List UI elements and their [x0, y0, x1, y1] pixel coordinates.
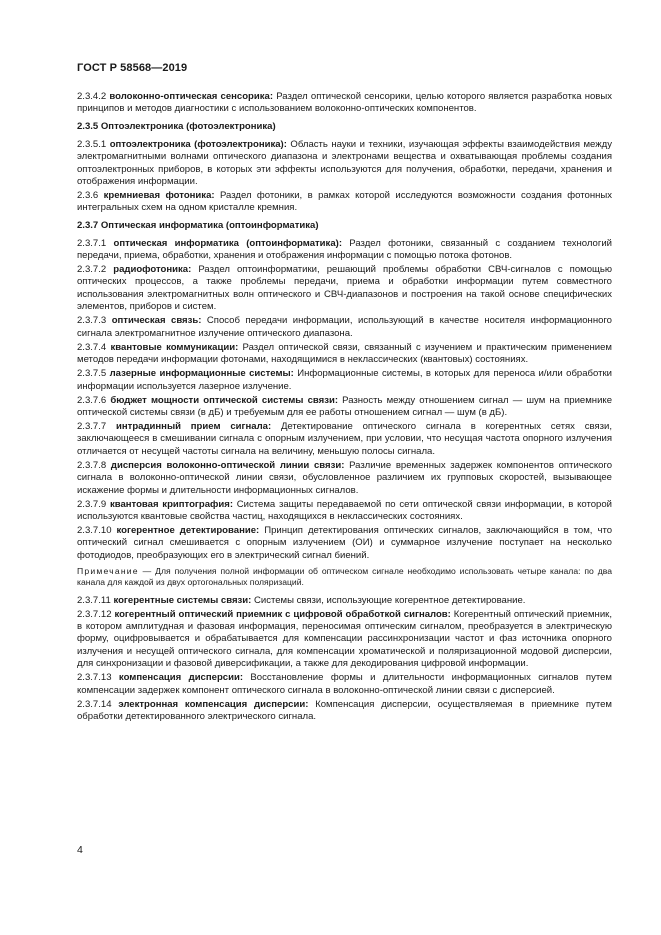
entry-definition: Когерентный оптический приемник, в котором амплитудная и фазовая информация, переносимая оптическим сигналом, преобразуется в электрическую форму, оцифровывается и обрабатывается для компенсации рассинхронизации частот и фаз источника опорного излучения и несущей оптического сигнала, для компенсации хроматической и поляризационной модовой дисперсии, для синхронизации и фазовой диверсификации, а также для декодирования цифровой информации. [77, 608, 612, 670]
entry-definition: Способ передачи информации, использующий в качестве носителя информационного сигнала электромагнитное излучение оптического диапазона. [77, 315, 612, 339]
entry-number: 2.3.7.9 [77, 498, 107, 510]
term-entry-2-3-7-13 [77, 672, 612, 697]
term-entry-2-3-7-2 [77, 264, 612, 314]
entry-number: 2.3.7.6 [77, 394, 107, 406]
section-heading-2-3-7: 2.3.7 Оптическая информатика (оптоинформатика) [77, 219, 319, 231]
entry-term: когерентное детектирование: [116, 524, 260, 536]
entry-term: оптоэлектроника (фотоэлектроника): [109, 138, 287, 150]
entry-definition: Восстановление формы и длительности информационных сигналов путем компенсации задержек компонент оптического сигнала в волоконно-оптической линии связи с дисперсией. [77, 672, 612, 696]
entry-number: 2.3.7.10 [77, 524, 112, 536]
entry-definition: Принцип детектирования оптических сигналов, заключающийся в том, что оптический сигнал смешивается с опорным излучением (ОИ) и суммарное излучение поступает на несколько фотодиодов, преобразующих его в электрический сигнал биений. [77, 524, 613, 561]
term-entry-2-3-7-1 [77, 238, 612, 263]
entry-number: 2.3.7.2 [77, 264, 107, 276]
entry-number: 2.3.7.7 [77, 420, 107, 432]
entry-number: 2.3.7.13 [77, 672, 112, 684]
entry-definition: Раздел оптоинформатики, решающий проблемы обработки СВЧ-сигналов с помощью оптических процессов, а также проблемы передачи, приема и обработки информации путем совместного использования электромагнитных волн оптического и СВЧ-диапазонов и построения на такой основе специфических элементов, приборов и систем. [77, 264, 613, 313]
entry-definition: Информационные системы, в которых для переноса и/или обработки информации используется лазерное излучение. [77, 368, 612, 392]
entry-term: оптическая связь: [111, 315, 202, 327]
entry-number: 2.3.7.4 [77, 341, 107, 353]
note [77, 566, 612, 588]
term-entry-2-3-7-14 [77, 699, 612, 724]
entry-definition: Область науки и техники, изучающая эффекты взаимодействия между электромагнитными волнами оптического диапазона и электронами вещества и охватывающая проблемы создания оптоэлектронных приборов, в которых эти эффекты используются для получения, обработки, передачи, хранения и отображения информации. [77, 138, 612, 187]
standard-header: ГОСТ Р 58568—2019 [77, 62, 188, 74]
term-entry-2-3-7-9 [77, 499, 612, 524]
entry-definition: Разность между отношением сигнал — шум на приемнике оптической системы связи (в дБ) и требуемым для ее работы отношением сигнал — шум (в дБ). [77, 394, 613, 418]
entry-number: 2.3.7.5 [77, 368, 107, 380]
term-entry-2-3-7-12 [77, 609, 612, 671]
term-entry-2-3-6 [77, 190, 612, 215]
entry-term: когерентные системы связи: [113, 594, 252, 606]
term-entry-2-3-7-8 [77, 460, 612, 497]
entry-number: 2.3.7.12 [77, 608, 112, 620]
term-entry-2-3-7-3 [77, 315, 612, 340]
term-entry-2-3-7-6 [77, 395, 612, 420]
entry-number: 2.3.6 [77, 189, 99, 201]
entry-term: интрадинный прием сигнала: [116, 420, 272, 432]
term-entry-2-3-7-5 [77, 368, 612, 393]
entry-definition: Раздел фотоники, в рамках которой исследуются возможности создания фотонных интегральных схем на одном кристалле кремния. [77, 189, 613, 214]
entry-term: бюджет мощности оптической системы связи: [110, 394, 338, 406]
entry-number: 2.3.7.1 [77, 237, 107, 249]
document-body [77, 91, 612, 725]
entry-definition: Раздел оптической связи, связанный с изучением и практическим применением методов передачи информации фотонами, находящимися в неклассических (квантовых) состояниях. [77, 341, 612, 366]
entry-term: компенсация дисперсии: [118, 672, 244, 684]
entry-definition: Детектирование оптического сигнала в когерентных сетях связи, заключающееся в смешивании сигнала с опорным излучением, при условии, что несущая частота опорного излучения отличается от несущей частоты сигнала на величину, меньшую полосы сигнала. [77, 420, 612, 457]
entry-number: 2.3.5.1 [77, 138, 107, 150]
entry-definition: Системы связи, использующие когерентное детектирование. [253, 594, 526, 606]
entry-term: дисперсия волоконно-оптической линии связи: [110, 459, 345, 471]
entry-term: квантовые коммуникации: [110, 341, 239, 353]
entry-term: радиофотоника: [113, 264, 192, 276]
entry-definition: Различие временных задержек компонентов оптического сигнала в волоконно-оптической линии связи, обусловленное различием их групповых скоростей, вызывающее искажение формы и длительности информационных сигналов. [77, 459, 613, 496]
entry-definition: Система защиты передаваемой по сети оптической связи информации, в которой используются квантовые свойства частиц, находящихся в неклассических состояниях. [77, 498, 612, 522]
entry-number: 2.3.7.11 [77, 594, 111, 606]
term-entry-2-3-5-1 [77, 139, 612, 189]
note-label: Примечание [77, 566, 139, 577]
entry-definition: Раздел оптической сенсорики, целью которого является разработка новых принципов и методов диагностики с использованием волоконно-оптических компонентов. [77, 91, 613, 115]
term-entry-2-3-7-4 [77, 342, 612, 367]
entry-definition: Компенсация дисперсии, осуществляемая в приемнике путем обработки детектированного электрического сигнала. [77, 698, 612, 722]
term-entry-2-3-7-11 [77, 595, 612, 607]
entry-term: квантовая криптография: [109, 498, 234, 510]
entry-term: кремниевая фотоника: [103, 189, 215, 201]
entry-term: оптическая информатика (оптоинформатика): [113, 237, 342, 249]
section-heading-2-3-5: 2.3.5 Оптоэлектроника (фотоэлектроника) [77, 120, 276, 132]
entry-term: когерентный оптический приемник с цифровой обработкой сигналов: [114, 608, 451, 620]
term-entry-2-3-7-7 [77, 421, 612, 458]
entry-term: лазерные информационные системы: [109, 368, 294, 380]
term-entry-2-3-4-2 [77, 91, 612, 116]
entry-number: 2.3.7.14 [77, 698, 112, 710]
note-text: — Для получения полной информации об оптическом сигнале необходимо использовать четыре канала: по два канала для каждой из двух ортогональных поляризаций. [77, 566, 613, 588]
entry-number: 2.3.7.3 [77, 315, 107, 327]
entry-number: 2.3.7.8 [77, 459, 107, 471]
term-entry-2-3-7-10 [77, 525, 612, 562]
page-number: 4 [77, 844, 83, 856]
entry-number: 2.3.4.2 [77, 91, 107, 102]
entry-term: электронная компенсация дисперсии: [118, 698, 309, 710]
entry-definition: Раздел фотоники, связанный с созданием технологий передачи, приема, обработки, хранения и отображения информации с помощью потока фотонов. [77, 237, 612, 262]
entry-term: волоконно-оптическая сенсорика: [109, 91, 274, 102]
